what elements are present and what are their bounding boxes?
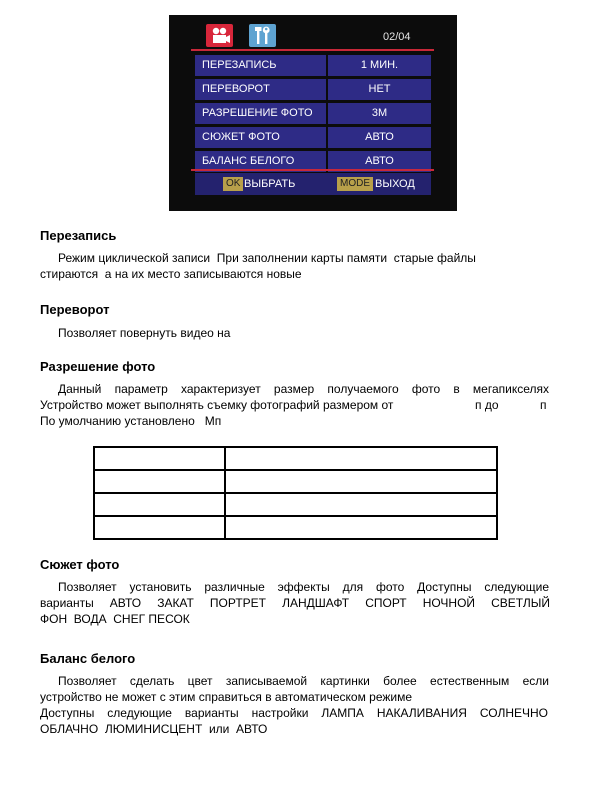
section-title-photo-scene: Сюжет фото [40, 557, 120, 572]
mode-key-badge[interactable]: MODE [337, 177, 373, 191]
menu-item-label: ПЕРЕЗАПИСЬ [195, 55, 326, 76]
table-row-divider [95, 469, 496, 471]
mode-key-text: ВЫХОД [375, 178, 415, 190]
menu-item-flip[interactable] [195, 79, 431, 100]
menu-item-label: РАЗРЕШЕНИЕ ФОТО [195, 103, 326, 124]
paragraph-line: Доступны следующие варианты настройки ЛАМПА НАКАЛИВАНИЯ СОЛНЕЧНО [40, 706, 548, 720]
paragraph-line: По умолчанию установлено Мп [40, 414, 222, 428]
table-row-divider [95, 515, 496, 517]
resolution-table [93, 446, 498, 540]
section-title-white-balance: Баланс белого [40, 651, 136, 666]
paragraph-line: п до [475, 398, 499, 412]
menu-item-photo-scene[interactable] [195, 127, 431, 148]
paragraph-line: Данный параметр характеризует размер получаемого фото в мегапикселях [58, 382, 549, 396]
section-title-flip: Переворот [40, 302, 110, 317]
menu-item-photo-resolution[interactable] [195, 103, 431, 124]
menu-item-overwrite[interactable] [195, 55, 431, 76]
paragraph-line: варианты АВТО ЗАКАТ ПОРТРЕТ ЛАНДШАФТ СПОРТ НОЧНОЙ СВЕТЛЫЙ [40, 596, 550, 610]
menu-item-value: 3M [328, 103, 431, 124]
ok-key-badge[interactable]: OK [223, 177, 243, 191]
menu-footer [195, 173, 431, 195]
paragraph-line: Позволяет сделать цвет записываемой картинки более естественным если [58, 674, 549, 688]
section-title-overwrite: Перезапись [40, 228, 117, 243]
paragraph-line: п [540, 398, 547, 412]
paragraph-line: ОБЛАЧНО ЛЮМИНИСЦЕНТ или АВТО [40, 722, 268, 736]
divider [191, 169, 434, 171]
page-indicator: 02/04 [383, 31, 411, 43]
section-title-photo-resolution: Разрешение фото [40, 359, 156, 374]
settings-tools-icon [249, 24, 276, 47]
video-camera-icon [206, 24, 233, 47]
ok-key-text: ВЫБРАТЬ [244, 178, 296, 190]
paragraph-line: Режим циклической записи При заполнении карты памяти старые файлы [58, 251, 476, 265]
menu-item-label: СЮЖЕТ ФОТО [195, 127, 326, 148]
paragraph-line: Позволяет повернуть видео на [58, 326, 231, 340]
paragraph-line: стираются а на их место записываются новые [40, 267, 302, 281]
paragraph-line: устройство не может с этим справиться в автоматическом режиме [40, 690, 413, 704]
camera-menu-screenshot [169, 15, 457, 211]
menu-item-value: АВТО [328, 127, 431, 148]
paragraph-line: Позволяет установить различные эффекты для фото Доступны следующие [58, 580, 549, 594]
menu-item-value: НЕТ [328, 79, 431, 100]
paragraph-line: Устройство может выполнять съемку фотографий размером от [40, 398, 394, 412]
menu-item-value: АВТО [328, 151, 431, 172]
menu-item-label: БАЛАНС БЕЛОГО [195, 151, 326, 172]
paragraph-line: ФОН ВОДА СНЕГ ПЕСОК [40, 612, 190, 626]
table-row-divider [95, 492, 496, 494]
menu-item-label: ПЕРЕВОРОТ [195, 79, 326, 100]
divider [191, 49, 434, 51]
menu-item-value: 1 МИН. [328, 55, 431, 76]
